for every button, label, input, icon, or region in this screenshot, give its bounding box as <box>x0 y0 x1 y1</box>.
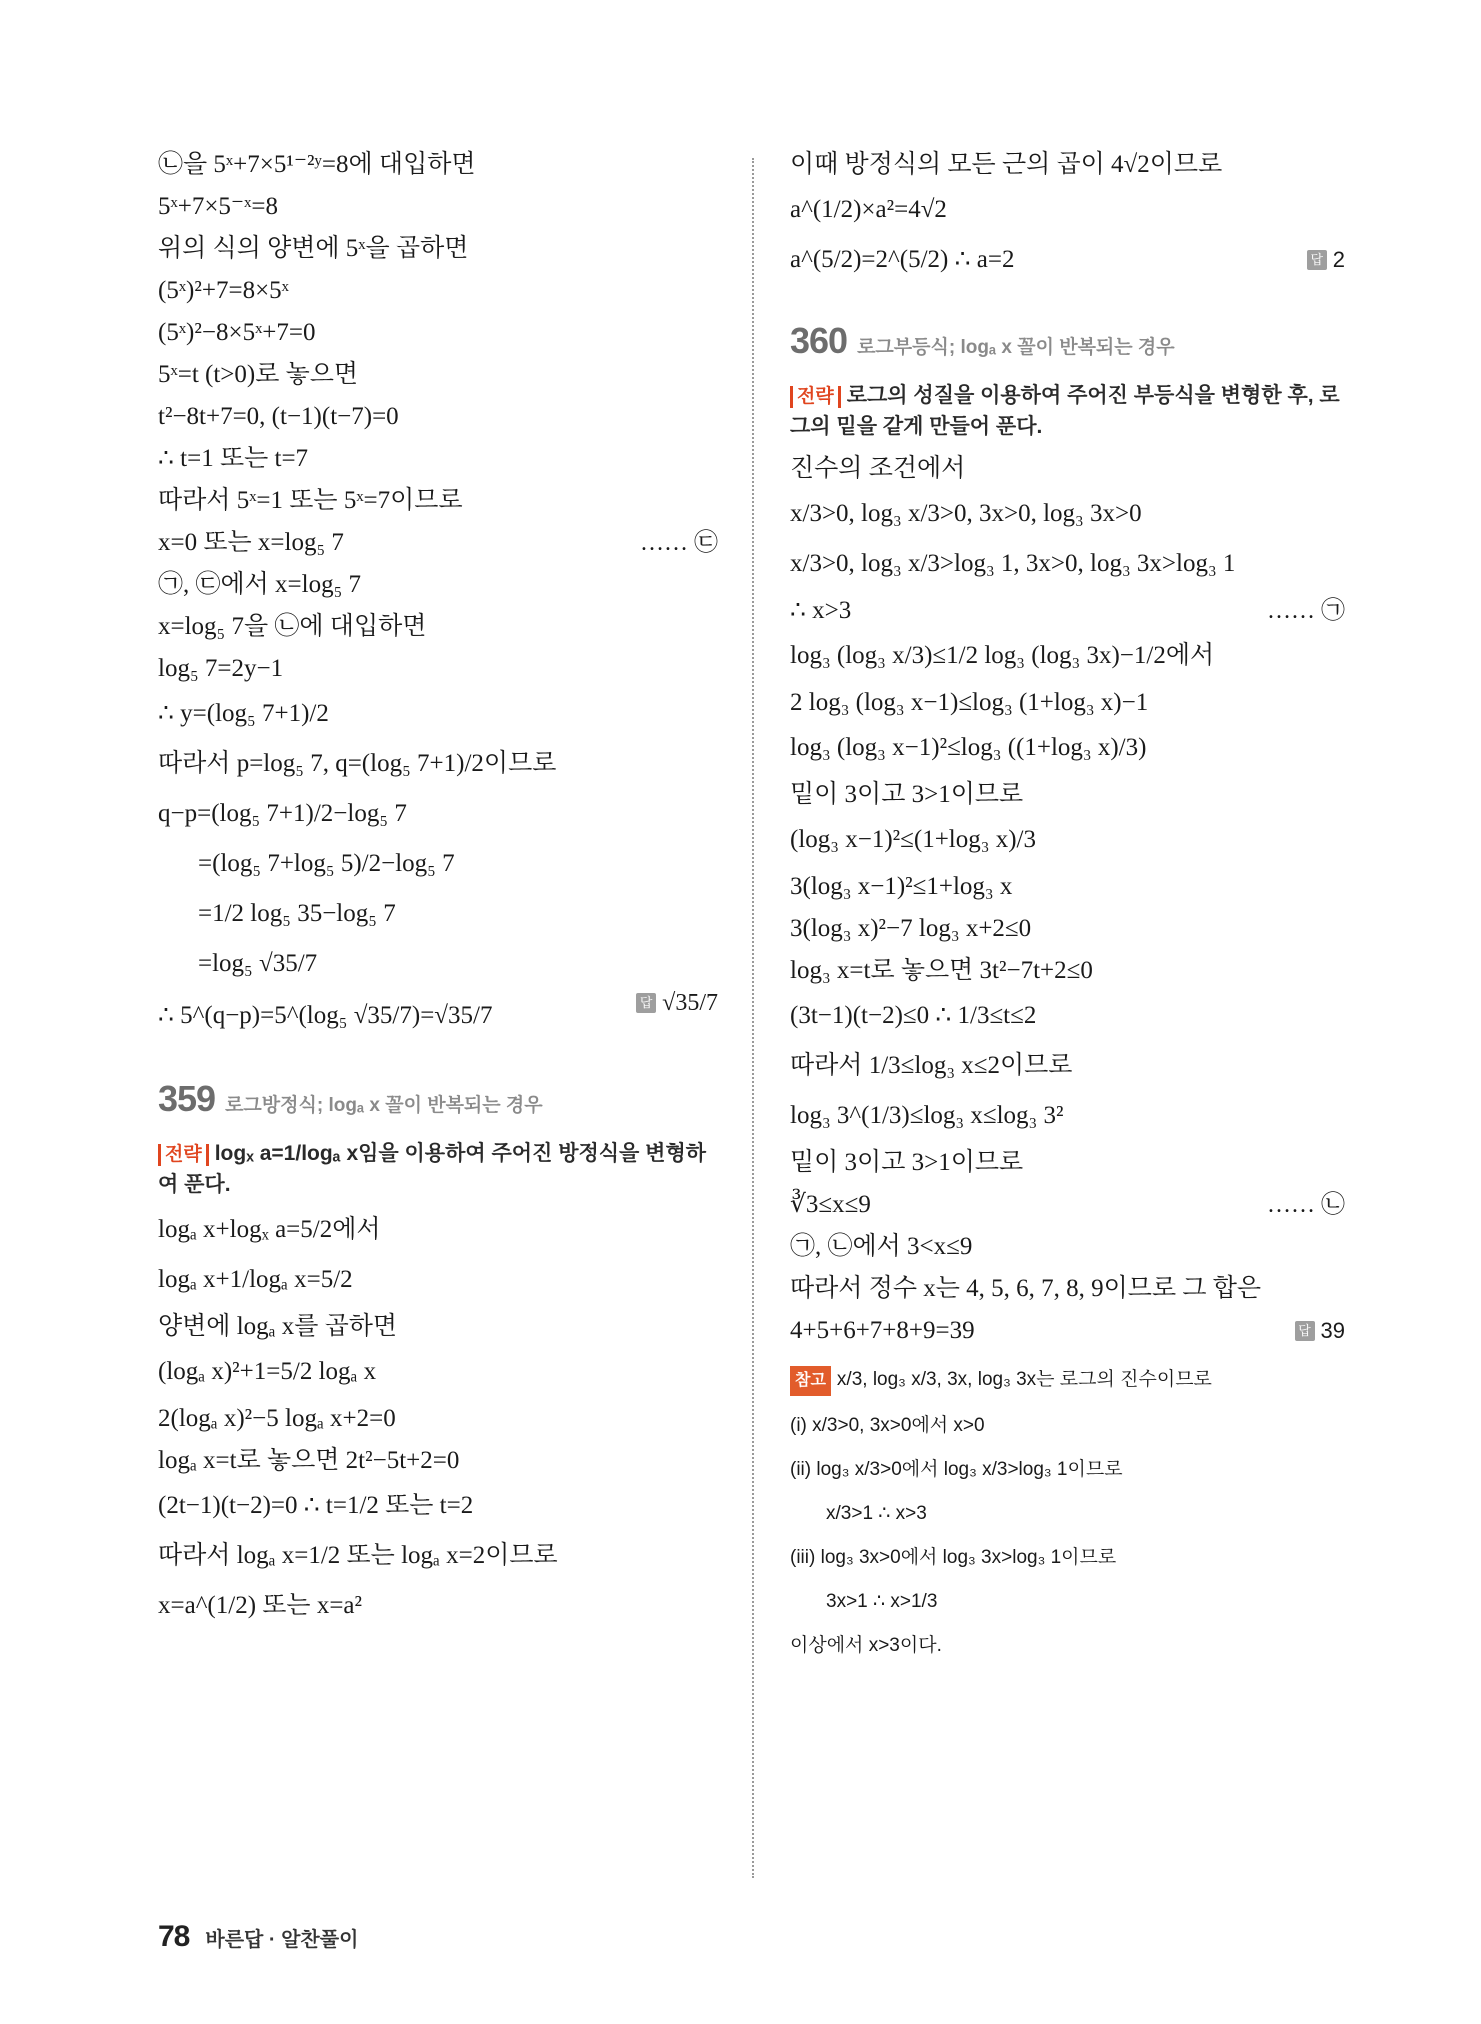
left-column <box>158 150 718 1638</box>
solution-line: 따라서 1/3≤log₃ x≤2이므로 <box>790 1052 1073 1079</box>
note-text: x/3, log₃ x/3, 3x, log₃ 3x는 로그의 진수이므로 <box>836 1369 1212 1390</box>
solution-line: ∴ y=(log₅ 7+1)/2 <box>158 700 329 727</box>
answer-value: 2 <box>1332 247 1345 272</box>
answer-358 <box>636 990 718 1016</box>
solution-line: log₃ 3^(1/3)≤log₃ x≤log₃ 3² <box>790 1102 1064 1129</box>
right-column <box>790 150 1345 1676</box>
solution-line: =log₅ √35/7 <box>198 950 318 977</box>
solution-line: 따라서 p=log₅ 7, q=(log₅ 7+1)/2이므로 <box>158 750 557 777</box>
note-box <box>790 1366 1345 1660</box>
solution-text: ∴ x>3 <box>790 597 852 624</box>
solution-line: 5ˣ+7×5⁻ˣ=8 <box>158 193 278 220</box>
footer-label: 바른답 · 알찬풀이 <box>205 1929 359 1951</box>
solution-text: ∴ 5^(q−p)=5^(log₅ √35/7)=√35/7 <box>158 1002 493 1029</box>
solution-line: ㉡을 5ˣ+7×5¹⁻²ʸ=8에 대입하면 <box>158 151 476 178</box>
solution-line: 밑이 3이고 3>1이므로 <box>790 781 1024 808</box>
answer-icon: 답 <box>636 993 656 1013</box>
answer-value: √35/7 <box>662 990 718 1016</box>
solution-line: 5ˣ=t (t>0)로 놓으면 <box>158 361 359 388</box>
solution-line-tagged <box>158 528 718 558</box>
note-line: x/3>1 ∴ x>3 <box>826 1503 927 1524</box>
solution-line: 2(logₐ x)²−5 logₐ x+2=0 <box>158 1405 396 1432</box>
solution-text: x=0 또는 x=log₅ 7 <box>158 529 344 556</box>
solution-line: (5ˣ)²−8×5ˣ+7=0 <box>158 319 316 346</box>
page-number: 78 <box>158 1920 190 1953</box>
solution-line-answer <box>158 990 718 1036</box>
solution-text: a^(5/2)=2^(5/2) ∴ a=2 <box>790 246 1015 273</box>
strategy-label: 전략 <box>158 1144 209 1166</box>
problem-number: 359 <box>158 1078 216 1119</box>
solution-line: x=a^(1/2) 또는 x=a² <box>158 1592 363 1619</box>
strategy-359 <box>158 1138 718 1200</box>
solution-line: 2 log₃ (log₃ x−1)≤log₃ (1+log₃ x)−1 <box>790 689 1149 716</box>
note-line <box>790 1366 1345 1396</box>
problem-359-header <box>158 1078 718 1120</box>
solution-line: a^(1/2)×a²=4√2 <box>790 196 947 223</box>
solution-line: (log₃ x−1)²≤(1+log₃ x)/3 <box>790 826 1036 853</box>
solution-line: t²−8t+7=0, (t−1)(t−7)=0 <box>158 403 399 430</box>
solution-text: ∛3≤x≤9 <box>790 1191 871 1218</box>
page-footer <box>158 1920 358 1954</box>
solution-line: ㉠, ㉢에서 x=log₅ 7 <box>158 571 362 598</box>
solution-line: 따라서 5ˣ=1 또는 5ˣ=7이므로 <box>158 487 463 514</box>
problem-title: 로그부등식; logₐ x 꼴이 반복되는 경우 <box>857 337 1175 358</box>
solution-line: 위의 식의 양변에 5ˣ을 곱하면 <box>158 235 469 262</box>
problem-number: 360 <box>790 320 848 361</box>
column-divider <box>752 158 754 1878</box>
note-line: 이상에서 x>3이다. <box>790 1635 942 1656</box>
answer-value: 39 <box>1320 1318 1345 1343</box>
solution-line: 이때 방정식의 모든 근의 곱이 4√2이므로 <box>790 151 1223 178</box>
solution-line: logₐ x+1/logₐ x=5/2 <box>158 1266 353 1293</box>
solution-line: (3t−1)(t−2)≤0 ∴ 1/3≤t≤2 <box>790 1002 1037 1029</box>
solution-line-tagged <box>790 596 1345 626</box>
solution-line-tagged <box>790 1190 1345 1220</box>
solution-line-answer <box>790 242 1345 278</box>
solution-line: x/3>0, log₃ x/3>log₃ 1, 3x>0, log₃ 3x>log₃ 1 <box>790 550 1236 577</box>
solution-line: (2t−1)(t−2)=0 ∴ t=1/2 또는 t=2 <box>158 1492 474 1519</box>
strategy-label: 전략 <box>790 386 841 408</box>
note-label: 참고 <box>790 1366 831 1396</box>
solution-line: log₅ 7=2y−1 <box>158 655 284 682</box>
solution-line: q−p=(log₅ 7+1)/2−log₅ 7 <box>158 800 407 827</box>
strategy-text: 로그의 성질을 이용하여 주어진 부등식을 변형한 후, 로그의 밑을 같게 만들어 푼다. <box>790 384 1340 438</box>
note-line: (iii) log₃ 3x>0에서 log₃ 3x>log₃ 1이므로 <box>790 1547 1117 1568</box>
strategy-text: logₓ a=1/logₐ x임을 이용하여 주어진 방정식을 변형하여 푼다. <box>158 1142 707 1196</box>
note-line: 3x>1 ∴ x>1/3 <box>826 1591 938 1612</box>
solution-line: 3(log₃ x−1)²≤1+log₃ x <box>790 873 1013 900</box>
solution-line: x/3>0, log₃ x/3>0, 3x>0, log₃ 3x>0 <box>790 500 1142 527</box>
solution-line: ∴ t=1 또는 t=7 <box>158 445 309 472</box>
solution-text: 4+5+6+7+8+9=39 <box>790 1317 975 1344</box>
equation-tag-c: …… ㉢ <box>640 530 718 556</box>
solution-line: log₃ (log₃ x/3)≤1/2 log₃ (log₃ 3x)−1/2에서 <box>790 642 1215 669</box>
answer-icon: 답 <box>1307 250 1327 270</box>
solution-line: 3(log₃ x)²−7 log₃ x+2≤0 <box>790 915 1032 942</box>
solution-line: logₐ x+logₓ a=5/2에서 <box>158 1216 381 1243</box>
solution-line: log₃ (log₃ x−1)²≤log₃ ((1+log₃ x)/3) <box>790 734 1147 761</box>
equation-tag-b: …… ㉡ <box>1267 1192 1345 1218</box>
solution-line: (5ˣ)²+7=8×5ˣ <box>158 277 289 304</box>
note-line: (i) x/3>0, 3x>0에서 x>0 <box>790 1415 985 1436</box>
answer-icon: 답 <box>1295 1321 1315 1341</box>
solution-line: 따라서 logₐ x=1/2 또는 logₐ x=2이므로 <box>158 1542 558 1569</box>
solution-line: x=log₅ 7을 ㉡에 대입하면 <box>158 613 427 640</box>
answer-359 <box>1307 242 1345 278</box>
solution-line: 양변에 logₐ x를 곱하면 <box>158 1313 398 1340</box>
solution-line: =1/2 log₅ 35−log₅ 7 <box>198 900 396 927</box>
note-line: (ii) log₃ x/3>0에서 log₃ x/3>log₃ 1이므로 <box>790 1459 1123 1480</box>
solution-line: =(log₅ 7+log₅ 5)/2−log₅ 7 <box>198 850 455 877</box>
strategy-360 <box>790 380 1345 442</box>
equation-tag-a: …… ㉠ <box>1267 598 1345 624</box>
solution-line: 따라서 정수 x는 4, 5, 6, 7, 8, 9이므로 그 합은 <box>790 1275 1262 1302</box>
answer-360 <box>1295 1316 1345 1346</box>
problem-360-header <box>790 320 1345 362</box>
solution-line: ㉠, ㉡에서 3<x≤9 <box>790 1233 973 1260</box>
solution-line: 진수의 조건에서 <box>790 455 966 482</box>
solution-line: logₐ x=t로 놓으면 2t²−5t+2=0 <box>158 1447 460 1474</box>
solution-line: log₃ x=t로 놓으면 3t²−7t+2≤0 <box>790 957 1093 984</box>
solution-line: 밑이 3이고 3>1이므로 <box>790 1149 1024 1176</box>
solution-line-answer <box>790 1316 1345 1346</box>
problem-title: 로그방정식; logₐ x 꼴이 반복되는 경우 <box>225 1095 543 1116</box>
solution-line: (logₐ x)²+1=5/2 logₐ x <box>158 1358 377 1385</box>
